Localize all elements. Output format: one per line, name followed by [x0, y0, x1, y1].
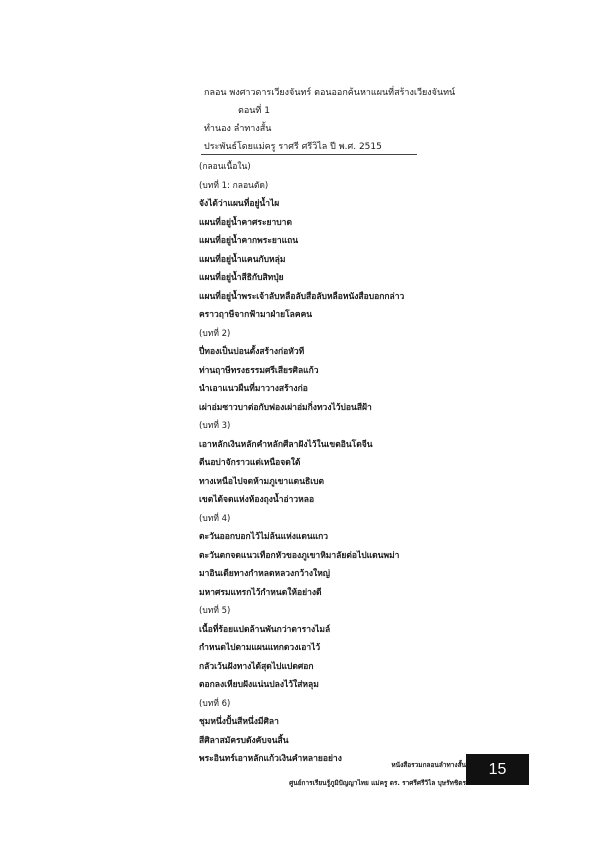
poem-line: เขตได้จดแห่งห้องถุงน้ำอ่าวหลอ: [199, 495, 315, 505]
poem-body: [199, 158, 539, 769]
poem-line: แผนที่อยู่น้ำสีธิกับสิทปุ่ย: [199, 273, 284, 283]
poem-line: ตอกลงเหียบฝังแน่นปลงไว้ใส่หลุม: [199, 680, 319, 690]
stanza-heading: (บทที่ 6): [199, 698, 231, 709]
melody-type: ทำนอง ลำทางสั้น: [204, 124, 272, 134]
poem-line: กลัวเว้นฝังทางได้สุดไปแปดศอก: [199, 661, 314, 672]
poem-line: สีศิลาสมัครบดังคับจนสิ้น: [199, 735, 289, 746]
poem-line: นำเอาแนวผืนที่มาวางสร้างก่อ: [199, 384, 308, 394]
episode-label: ตอนที่ 1: [238, 106, 270, 116]
author-line: ประพันธ์โดยแม่ครู ราศรี ศรีวิไล ปี พ.ศ. 2515: [204, 142, 382, 152]
poem-line: แผนที่อยู่น้ำคากพระยาแถน: [199, 236, 299, 246]
poem-line: มาอินเดียทางกำหลดหลวงกว้างใหญ่: [199, 569, 331, 579]
poem-line: ทางเหนือไปจดห้ามภูเขาแดนธิเบต: [199, 476, 325, 487]
poem-line: มหาศรมแทรกไว้กำหนดให้อย่างดี: [199, 587, 322, 598]
poem-line: เผ่าอ่มซาวบาต่อกับฟองเผ่าอ่มกิ่งทวงไว้บ่อนสีฝ้า: [199, 402, 372, 413]
stanza-heading: (บทที่ 1: กลอนตัด): [199, 180, 269, 191]
page-footer: [246, 756, 466, 792]
poem-line: ปี่ทองเป็นบ่อนตั้งสร้างก่อหัวที: [199, 347, 305, 357]
poem-line: แผนที่อยู่น้ำคาศระยาบาด: [199, 217, 292, 228]
stanza-heading: (บทที่ 4): [199, 513, 231, 524]
stanza-heading: (บทที่ 5): [199, 606, 231, 616]
poem-line: ตีนอบ่าจักราวแด่เหนือจดใต้: [199, 458, 301, 468]
book-title: หนังสือรวมกลอนลำทางสั้น: [391, 761, 466, 769]
poem-line: ตะวันออกบอกไว้ไม่ล้นแห่งแดนแกว: [199, 532, 329, 542]
poem-line: จังได้ว่าแผนที่อยู่น้ำไผ: [199, 199, 280, 209]
poem-line: ตะวันตกจดแนวเทือกหัวของภูเขาหิมาลัยต่อไปแดนพม่า: [199, 550, 400, 561]
poem-line: ท่านฤาษีทรงธรรมศรีเสียรศิลแก้ว: [199, 365, 319, 376]
page-number: 15: [466, 754, 529, 785]
poem-line: กำหนดไปตามแผนแทกดวงเอาไว้: [199, 643, 321, 653]
poem-title: กลอน พงศาวดารเวียงจันทร์ ตอนออกค้นหาแผนที่สร้างเวียงจันทน์: [204, 88, 456, 98]
poem-line: ชุมหนึ่งปั้นสีหนึ่งมีศิลา: [199, 717, 279, 727]
stanza-heading: (บทที่ 2): [199, 328, 231, 339]
learning-center: ศูนย์การเรียนรู้ภูมิปัญญาไทย แม่ครู ดร. ราศรีศรีวิไล บุษรัทชิตร: [289, 779, 466, 787]
poem-line: พระอินทร์เอาหลักแก้วเงินคำหลายอย่าง: [199, 754, 342, 764]
header-divider: [201, 154, 417, 155]
stanza-heading: (บทที่ 3): [199, 421, 231, 431]
poem-line: แผนที่อยู่น้ำแคนกับหลุ่ม: [199, 254, 286, 265]
poem-line: เอาหลักเงินหลักคำหลักศีลาฝังไว้ในเขตอินโดจีน: [199, 439, 373, 450]
stanza-heading: (กลอนเนื้อใน): [199, 162, 251, 172]
poem-line: แผนที่อยู่น้ำพระเจ้าลับหลือลับสือลับหลือหนังสือบอกกล่าว: [199, 291, 405, 302]
poem-line: คราวฤาษีจากฟ้ามาฝ่ายโลคคน: [199, 310, 313, 320]
poem-line: เนื้อที่ร้อยแปดล้านพันกว่าตารางไมล์: [199, 624, 331, 635]
poem-header: [204, 84, 544, 156]
